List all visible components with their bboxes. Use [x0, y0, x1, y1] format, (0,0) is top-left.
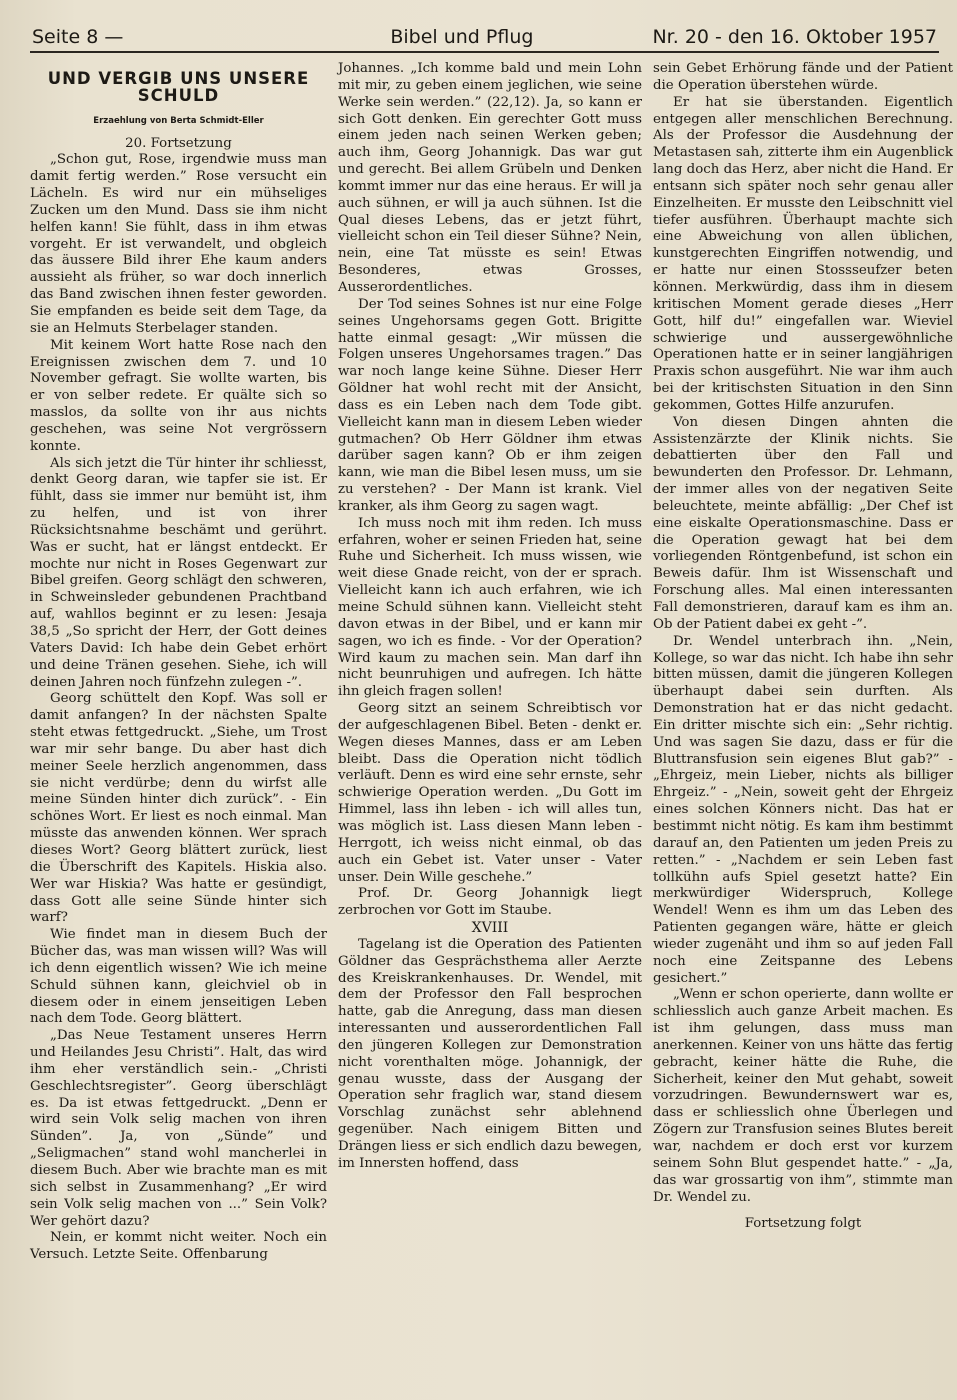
paragraph: Prof. Dr. Georg Johannigk liegt zerbrochen vor Gott im Staube.	[338, 886, 642, 919]
installment-label: 20. Fortsetzung	[125, 135, 232, 151]
paragraph: Georg schüttelt den Kopf. Was soll er damit anfangen? In der nächsten Spalte steht etwas fettgedruckt. „Siehe, um Trost war mir sehr bange. Du aber hast dich meiner Seele herzlich angenommen, dass sie nicht verdürbe; denn du wirfst alle meine Sünden hinter dich zurück”. - Ein schönes Wort. Er liest es noch einmal. Man müsste das anwenden können. Wer sprach dieses Wort? Georg blättert zurück, liest die Überschrift des Kapitels. Hiskia also. Wer war Hiskia? Was hatte er gesündigt, dass Gott alle seine Sünde hinter sich warf?	[30, 691, 327, 926]
article-title: UND VERGIB UNS UNSERE SCHULD	[47, 69, 310, 105]
article-byline: Erzaehlung von Berta Schmidt-Eller	[93, 115, 264, 126]
paragraph: sein Gebet Erhörung fände und der Patient die Operation überstehen würde.	[653, 61, 953, 93]
paragraph: Georg sitzt an seinem Schreibtisch vor der aufgeschlagenen Bibel. Beten - denkt er. Wegen dieses Mannes, dass er am Leben bleibt. Dass die Operation nicht tödlich verläuft. Denn es wird eine sehr ernste, sehr schwierige Operation werden. „Du Gott im Himmel, lass ihn leben - ich will alles tun, was möglich ist. Lass diesen Mann leben - Herrgott, ich weiss nicht einmal, ob das auch ein Gebet ist. Vater unser - Vater unser. Dein Wille geschehe.”	[338, 701, 642, 885]
paragraph: Der Tod seines Sohnes ist nur eine Folge seines Ungehorsams gegen Gott. Brigitte hatte einmal gesagt: „Wir müssen die Folgen unseres Ungehorsames tragen.” Das war noch lange keine Sühne. Dieser Herr Göldner hat wohl recht mit der Ansicht, dass es ein Leben nach dem Tode gibt. Vielleicht kann man in diesem Leben wieder gutmachen? Ob Herr Göldner ihm etwas darüber sagen kann? Ob er ihm zeigen kann, wie man die Bibel lesen muss, um sie zu verstehen? - Der Mann ist krank. Viel kranker, als ihm Georg zu sagen wagt.	[338, 296, 642, 514]
column-2	[338, 61, 642, 1264]
page-number: Seite 8 —	[32, 26, 124, 48]
column-1	[30, 61, 327, 1264]
continued-note: Fortsetzung folgt	[744, 1216, 862, 1232]
paragraph: Als sich jetzt die Tür hinter ihr schliesst, denkt Georg daran, wie tapfer sie ist. Er fühlt, dass sie immer nur bemüht ist, ihm zu helfen, und ist von ihrer Rücksichtsnahme beschämt und gerührt. Was er sucht, hat er längst entdeckt. Er mochte nur nicht in Roses Gegenwart zur Bibel greifen. Georg schlägt den schweren, in Schweinsleder gebundenen Prachtband auf, wahllos beginnt er zu lesen: Jesaja 38,5 „So spricht der Herr, der Gott deines Vaters David: Ich habe dein Gebet erhört und deine Tränen gesehen. Siehe, ich will deinen Jahren noch fünfzehn zulegen -”.	[30, 455, 327, 690]
paragraph: Er hat sie überstanden. Eigentlich entgegen aller menschlichen Berechnung. Als der Professor die Ausdehnung der Metastasen sah, zitterte ihm ein Augenblick lang doch das Herz, aber nicht die Hand. Er entsann sich später noch sehr genau aller Einzelheiten. Er musste den Leibschnitt viel tiefer ausführen. Überhaupt machte sich eine Abweichung von allen üblichen, kunstgerechten Eingriffen notwendig, und er hatte nur einen Stossseufzer beten können. Merkwürdig, dass ihm in diesem kritischen Moment gerade dieses „Herr Gott, hilf du!” eingefallen war. Wieviel schwierige und aussergewöhnliche Operationen hatte er in seiner langjährigen Praxis schon ausgeführt. Nie war ihm auch bei der kritischsten Situation in den Sinn gekommen, Gottes Hilfe anzurufen.	[653, 94, 953, 413]
article-columns	[30, 61, 953, 1264]
issue-date: Nr. 20 - den 16. Oktober 1957	[652, 26, 937, 48]
paragraph: Von diesen Dingen ahnten die Assistenzärzte der Klinik nichts. Sie debattierten über den Fall und bewunderten den Professor. Dr. Lehmann, der immer alles von der negativen Seite beleuchtete, meinte abfällig: „Der Chef ist eine eiskalte Operationsmaschine. Dass er die Operation gewagt hat bei dem vorliegenden Röntgenbefund, ist schon ein Beweis dafür. Ihm ist Wissenschaft und Forschung alles. Mal einen interessanten Fall demonstrieren, darauf kam es ihm an. Ob der Patient dabei ex geht -”.	[653, 414, 953, 632]
paragraph: „Wenn er schon operierte, dann wollte er schliesslich auch ganze Arbeit machen. Es ist ihm gelungen, dass muss man anerkennen. Keiner von uns hätte das fertig gebracht, keiner hätte die Ruhe, die Sicherheit, keiner den Mut gehabt, soweit vorzudringen. Bewundernswert war es, dass er schliesslich ohne Überlegen und Zögern zur Transfusion seines Blutes bereit war, nachdem er doch erst vor kurzem seinem Sohn Blut gespendet hatte.” - „Ja, das war grossartig von ihm”, stimmte man Dr. Wendel zu.	[653, 987, 953, 1205]
paragraph: Johannes. „Ich komme bald und mein Lohn mit mir, zu geben einem jeglichen, wie seine Werke sein werden.” (22,12). Ja, so kann er sich Gott denken. Ein gerechter Gott muss einem jeden nach seinen Werken geben; auch ihm, Georg Johannigk. Das war gut und gerecht. Bei allem Grübeln und Denken kommt immer nur das eine heraus. Er will ja auch sühnen, er will ja auch sühnen. Ist die Qual dieses Lebens, das er jetzt führt, vielleicht schon ein Teil dieser Sühne? Nein, nein, eine Tat müsste es sein! Etwas Besonderes, etwas Grosses, Ausserordentliches.	[338, 61, 642, 295]
paragraph: Ich muss noch mit ihm reden. Ich muss erfahren, woher er seinen Frieden hat, seine Ruhe und Sicherheit. Ich muss wissen, wie weit diese Gnade reicht, von der er sprach. Vielleicht kann ich auch erfahren, wie ich meine Schuld sühnen kann. Vielleicht steht davon etwas in der Bibel, und er kann mir sagen, wo ich es finde. - Vor der Operation? Wird kaum zu machen sein. Man darf ihn nicht beunruhigen und aufregen. Ich hätte ihn gleich fragen sollen!	[338, 515, 642, 700]
publication-title: Bibel und Pflug	[390, 26, 534, 48]
paragraph: Tagelang ist die Operation des Patienten Göldner das Gesprächsthema aller Aerzte des Kreiskrankenhauses. Dr. Wendel, mit dem der Professor den Fall besprochen hatte, gab die Anregung, dass man diesen interessanten und ausserordentlichen Fall den jüngeren Kollegen zur Demonstration nicht vorenthalten möge. Johannigk, der genau wusste, dass der Ausgang der Operation sehr fraglich war, stand diesem Vorschlag zunächst sehr ablehnend gegenüber. Nach einigem Bitten und Drängen liess er sich endlich dazu bewegen, im Innersten hoffend, dass	[338, 936, 642, 1171]
paragraph: Wie findet man in diesem Buch der Bücher das, was man wissen will? Was will ich denn eigentlich wissen? Wie ich meine Schuld sühnen kann, gleichviel ob in diesem oder in einem jenseitigen Leben nach dem Tode. Georg blättert.	[30, 927, 327, 1027]
page-header	[30, 26, 939, 53]
paragraph: Nein, er kommt nicht weiter. Noch ein Versuch. Letzte Seite. Offenbarung	[30, 1230, 327, 1263]
paragraph: Dr. Wendel unterbrach ihn. „Nein, Kollege, so war das nicht. Ich habe ihn sehr bitten müssen, damit die jüngeren Kollegen überhaupt dabei sein durften. Als Demonstration hat er das nicht gedacht. Ein dritter mischte sich ein: „Sehr richtig. Und was sagen Sie dazu, dass er für die Bluttransfusion sein eigenes Blut gab?” - „Ehrgeiz, mein Lieber, nichts als billiger Ehrgeiz.” - „Nein, soweit geht der Ehrgeiz eines solchen Könners nicht. Das hat er bestimmt nicht nötig. Es kam ihm bestimmt darauf an, den Patienten um jeden Preis zu retten.” - „Nachdem er sein Leben fast tollkühn aufs Spiel gesetzt hatte? Ein merkwürdiger Widerspruch, Kollege Wendel! Wenn es ihm um das Leben des Patienten gegangen wäre, hätte er gleich wieder zugenäht und ihm so auf jeden Fall noch eine Zeitspanne des Lebens gesichert.”	[653, 633, 953, 986]
paragraph: „Das Neue Testament unseres Herrn und Heilandes Jesu Christi”. Halt, das wird ihm eher verständlich sein.- „Christi Geschlechtsregister”. Georg überschlägt es. Da ist etwas fettgedruckt. „Denn er wird sein Volk selig machen von ihren Sünden”. Ja, von „Sünde” und „Seligmachen” stand wohl mancherlei in diesem Buch. Aber wie brachte man es mit sich selbst in Zusammenhang? „Er wird sein Volk selig machen von ...” Sein Volk? Wer gehört dazu?	[30, 1028, 327, 1229]
paragraph: „Schon gut, Rose, irgendwie muss man damit fertig werden.” Rose versucht ein Lächeln. Es wird nur ein mühseliges Zucken um den Mund. Dass sie ihm nicht helfen kann! Sie fühlt, dass in ihm etwas vorgeht. Er ist verwandelt, und obgleich das äussere Bild ihrer Ehe kaum anders aussieht als früher, so war doch innerlich das Band zwischen ihnen fester geworden. Sie empfanden es beide seit dem Tage, da sie an Helmuts Sterbelager standen.	[30, 152, 327, 336]
column-3	[653, 61, 953, 1264]
paragraph: Mit keinem Wort hatte Rose nach den Ereignissen zwischen dem 7. und 10 November gefragt. Sie wollte warten, bis er von selber redete. Er quälte sich so masslos, da sollte von ihr aus nichts geschehen, was seine Not vergrössern konnte.	[30, 337, 327, 454]
chapter-heading: XVIII	[471, 920, 509, 937]
